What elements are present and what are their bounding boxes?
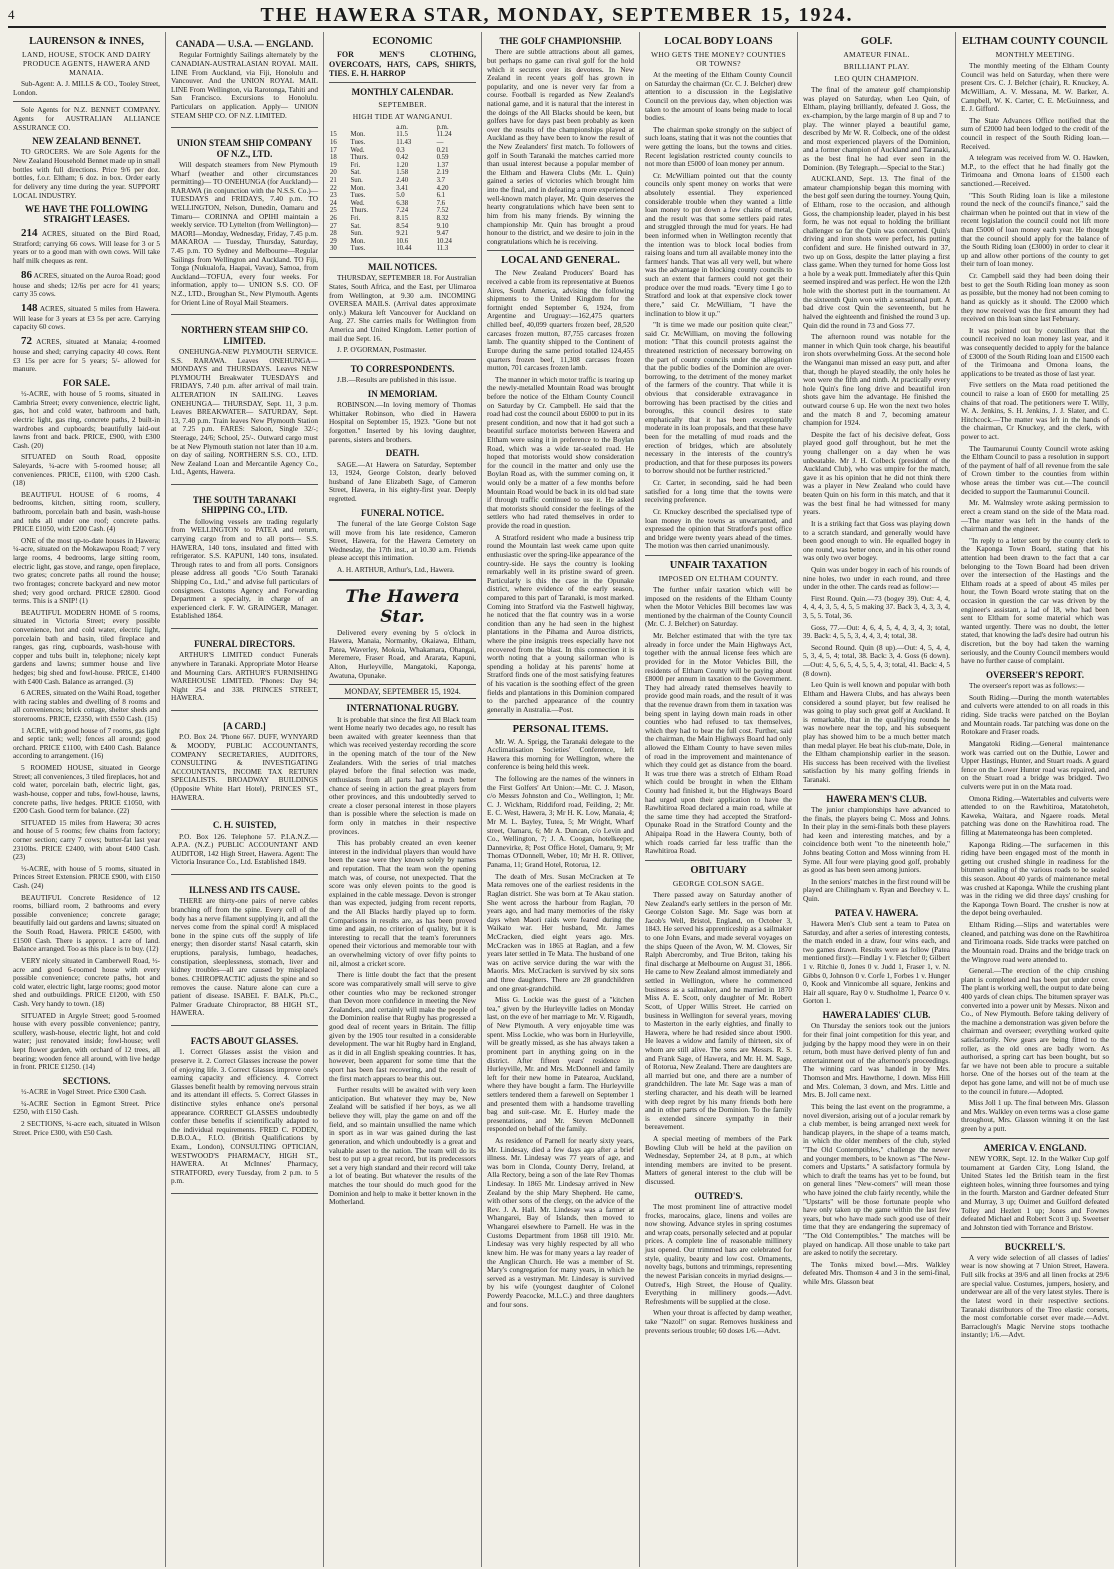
tide-cell: Wed. [350,146,365,154]
ad-heading: ILLNESS AND ITS CAUSE. [188,885,301,896]
tide-cell: 7.52 [436,207,449,215]
ad-body: ARTHUR'S LIMITED conduct Funerals anywhere in Taranaki. Appropriate Motor Hearse and Mourning Cars. ARTHUR'S FURNISHING WAREHOUSE LIMITED. 'Phones: Day 94; Night 254 and 338. PRINCES STREET, HAWERA. [171,650,318,703]
masthead [8,4,1106,28]
ladies-club-heading: HAWERA LADIES' CLUB. [822,1010,931,1021]
golf-sub-1: AMATEUR FINAL. [843,50,910,60]
sale-listing: SITUATED 15 miles from Hawera; 30 acres and house of 5 rooms; few chains from factory; corner section; carry 7 cows; butter-fat last year 2310lbs. PRICE £2400, with about £400 Cash. (23) [13,817,160,862]
golf-final-text [803,86,950,592]
ladies-club-paragraph: On Thursday the seniors took out the juniors for their final joint competition for this year, and judging by the happy mood they were in on their return, both must have derived plenty of fun and entertainment out of the afternoon's proceedings. The winning card was handed in by Mrs. Thomson and Mrs. Hawthorne, 1 down. Miss Hill and Mrs. Coleman, 3 down, and Mrs. Little and Mrs. B. Joll came next. [803,1021,950,1100]
council-paragraph: A telegram was received from W. O. Hawken, M.P., to the effect that he had finally got the Tirimoana and Omona loans of £1500 each sanctioned.—Received. [961,153,1109,188]
column-7 [956,32,1114,1567]
page-number: 4 [8,7,15,22]
tide-cell: 10.6 [396,237,409,245]
tide-table [329,124,476,253]
golf-sub-3: LEO QUIN CHAMPION. [834,74,919,84]
tide-cell: 11.24 [436,131,452,139]
taxation-text [645,586,792,856]
bennet-text: TO GROCERS. We are Sole Agents for the New Zealand Household Bennet made up in small bottles with full directions. Price 9/6 per doz. bottles, f.o.r. Eltham; 6 doz. in box. Order early for delivery any time during the year. SUPPORT LOCAL INDUSTRY. [13,147,160,200]
overseer-paragraph: Mangatoki Riding.—General maintenance work was carried out on the Duthie, Lower and Upper Hastings, Hunter, and Stuart roads. A guard fence on the Lower Hunter road was repaired, and on the Stuart road a bridge was bridged. Two culverts were put in on the Mata road. [961,738,1109,791]
tide-row [329,223,476,231]
tide-cell: 24 [330,199,337,207]
tide-row [329,177,476,185]
score-card: Second Round. Quin (8 up).—Out: 4, 5, 4, 4, 5, 3, 4, 5, 4; total, 38. Back: 3, 4. Goss (6 down).—Out: 4, 5, 6, 5, 4, 5, 5, 4, 3; total, 41. Back: 4, 5 (8 down). [803,642,950,678]
death-heading: DEATH. [385,448,420,459]
loans-subheading: WHO GETS THE MONEY? COUNTIES OR TOWNS? [651,50,786,69]
nazol-ad: When your throat is affected by damp weather, take "Nazol!" on sugar. Removes huskiness and prevents serious trouble; 60 doses 1/6.—Advt. [645,1308,792,1335]
overseer-paragraph: General.—The erection of the chip crushing plant is completed and has been put under cover. The plant is working well, the output to date being 400 yards of clean chips. The bitumen sprayer was converted into a power unit by Messrs. Nixon and Co., of New Plymouth. Before taking delivery of the machine a demonstration was given before the chairman and overseer; everything worked quite satisfactorily. New gears are being fitted to the roller, as the old ones are badly worn. As authorised, a spring cart has been bought, but so far we have not been able to procure a suitable horse. One of the horses out of the team at the depot has gone lame, and will not be of much use to the council in future.—Adopted. [961,966,1109,1096]
tide-cell: 9.21 [396,230,409,238]
loans-paragraph: "It is time we made our position quite clear," said Cr. McWilliam, on moving the following motion: "That this council protests against the threatened restriction of necessary borrowing on the part of county councils under the allegation that the public bodies of the Dominion are over-borrowing, to the detriment of the money market of the farmers of the country. That while it is obvious that considerable extravagance in borrowing has been practised by the cities and boroughs, this council desires to state emphatically that it has been exceptionally moderate in its loan proposals, and that these have been for the metalling of mud roads and the erection of bridges, which are absolutely necessary in the interests of the country's production, and that for these purposes its powers to borrow should not be further restricted." [645,320,792,476]
taxation-subheading: IMPOSED ON ELTHAM COUNTY. [658,574,779,584]
tide-cell: 11.3 [436,245,449,253]
tide-cell: 3.41 [396,184,409,192]
rugby-paragraph: Further results will be awaited with very keen anticipation. But whatever they may be, New Zealand will be satisfied if her boys, as we all believe they will, play the game on and off the field, and so maintain unsullied the name which in sport as in war was gained during the last generation, and which undoubtedly is a great and valuable asset to the nation. The team will do its best to put up a great record, but its predecessors set a very high standard and their record will take a lot of beating. But whatever the results of the matches the tour should do much good for the Dominion and help to make it better known in the Motherland. [329,1085,476,1207]
score-card: First Round. Quin.—73 (bogey 39). Out: 4, 4, 4, 4, 4, 3, 5, 4, 5, 5 making 37. Back 3, 4, 3, 3, 4, 3, 5, 5. Total, 36. [803,593,950,621]
sale-listing: ½-ACRE, with house of 5 rooms, situated in Princes Street Extension. PRICE £900, with £150 Cash. (24) [13,863,160,891]
rugby-paragraph: This has probably created an even keener interest in the individual players than would have been the case were they known solely by names and reputation. That the team won the opening match was, of course, not unexpected. That the score was only eleven points to the good is explained in the cable message. Devon is stronger than was expected, judging from recent reports, and the All Blacks hardly played up to form. Comparisons in results are, as has been proved time and again, no criterion of quality, but it is interesting to recall that the team's forerunners opened their victorious and memorable tour with an overwhelming victory of over fifty points to nil, almost a cricket score. [329,838,476,968]
tide-cell: Mon. [350,131,366,139]
columns [8,32,1109,1567]
buckrells-heading: BUCKRELL'S. [1004,1241,1066,1252]
paper-nameplate: The Hawera Star. [345,586,460,627]
sale-listing: SITUATED in Argyle Street; good 5-roomed house with every possible convenience; pantry, scullery, wash-house, electric light, hot and cold water; just renovated inside; fowl-house; well kept flower garden, with orchard of 12 trees, all bearing; wooden fence all around, with live hedge in front. PRICE £1250. (14) [13,1010,160,1072]
overseer-paragraph: South Riding.—During the month watertables and culverts were attended to on all roads in this riding. Side tracks were patched on the Boylan and Mountain roads. Tar patching was done on the Rotokare and Fraser roads. [961,692,1109,737]
ad-body: Will despatch steamers from New Plymouth Wharf (weather and other circumstances permitting)— TO ONEHUNGA (for Auckland)— RARAWA (in conjunction with the N.S.S. Co.)— TUESDAYS and FRIDAYS, 7.40 p.m. TO WELLINGTON, Nelson, Dunedin, Oamaru and Timaru— CORINNA and OPIHI maintain a weekly service. TO Lyttelton (from Wellington)— MAORI—Monday, Wednesday, Friday, 7.45 p.m. MAKAROA — Tuesday, Thursday, Saturday, 7.45 p.m. TO Sydney and Melbourne—Regular Sailings from Wellington and Auckland. TO Fiji, Tonga (Nukualofa, Haapai, Vavau), Samoa, from Auckland—TOFUA, every four weeks. For information, apply to— UNION S.S. CO. OF N.Z., LTD., Broughan St., New Plymouth. Agents for Orient Line of Royal Mail Steamers. [171,159,318,307]
personal-paragraph: Mr. W. A. Sprigg, the Taranaki delegate to the Acclimatisation Societies' Conference, left Hawera this morning for Wellington, where the conference is being held this week. [487,736,634,772]
funeral-heading: FUNERAL NOTICE. [360,507,444,518]
tide-cell: 30 [330,245,337,253]
tide-row [329,207,476,215]
tide-row [329,131,476,139]
mens-club-paragraph: The junior championships have advanced to the finals, the players being C. Moss and Johns. In their play in the semi-finals both these players had keen and interesting matches, and by a coincidence both went "to the nineteenth hole," Johns beating Cotton and Moss winning from H. Syme. All four were playing good golf, probably as good as has been seen among juniors. [803,804,950,875]
personal-paragraph: Miss G. Lockie was the guest of a "kitchen tea," given by the Hurleyville ladies on Monday last, on the eve of her marriage to Mr. V. Rigaudh, of New Plymouth. A very enjoyable time was spent. Miss Lockie, who was born in Hurleyville, will be greatly missed, as she has always taken a prominent part in anything going on in the district. After fifteen years' residence in Hurleyville, Mr. and Mrs. McDonnell and family left for their new home in Patearoa, Auckland, where they have bought a farm. The Hurleyville settlers tendered them a farewell on September 1 and presented them with a handsome travelling bag and suit-case. Mr. E. Hurley made the presentations, and Mr. Steven McDonnell responded on behalf of the family. [487,995,634,1134]
tide-row [329,169,476,177]
ad-heading: [A CARD.] [223,721,266,732]
ad-body: ONEHUNGA-NEW PLYMOUTH SERVICE. S.S. RARAWA. Leaves ONEHUNGA— MONDAYS and THURSDAYS. Leaves NEW PLYMOUTH Breakwater TUESDAYS and FRIDAYS, 7.40 p.m. after arrival of mail train. ALTERATION IN SAILING. Leaves ONEHUNGA— THURSDAY, Sept. 11, 3 p.m. Leaves BREAKWATER— SATURDAY, Sept. 13, 7.40 p.m. Train leaves New Plymouth Station at 7.25 p.m. FARES: Saloon, Single 32/-; Steerage, 24/6; School, 25/-. Outward cargo must be at New Plymouth station not later than 10 a.m. on day of sailing. NORTHERN S.S. CO., LTD. New Zealand Loan and Mercantile Agency Co., Ltd., Agents, Hawera. [171,346,318,477]
golf-heading: GOLF. [860,36,893,47]
sections-heading: SECTIONS. [62,1075,111,1086]
tide-cell: 0.42 [396,154,409,162]
advertisement [171,878,318,1026]
column-1 [8,32,166,1567]
lease-listing [13,227,160,266]
tide-cell: Fri. [350,161,361,169]
sale-listing: BEAUTIFUL Concrete Residence of 12 rooms, billiard room, 2 bathrooms and every possible convenience; concrete garage; beautifully laid out gardens and lawns; situated on the South Road, Hawera. PRICE £4500, with £1500 Cash. There is approx. 1 acre of land. Balance arranged. Too as this place is to buy. (12) [13,892,160,954]
memoriam-heading: IN MEMORIAM. [367,388,438,399]
economic-heading: ECONOMIC [372,36,433,47]
advertisement [171,632,318,711]
funeral-signature: A. H. ARTHUR, Arthur's, Ltd., Hawera. [337,565,455,575]
calendar-month: SEPTEMBER. [378,99,427,109]
ad-heading: NORTHERN STEAM SHIP CO. LIMITED. [181,325,308,346]
overseer-paragraph: The overseer's report was as follows:— [969,681,1085,691]
tide-cell: Sun. [350,230,363,238]
tide-cell: — [436,138,444,146]
death-text: SAGE.—At Hawera on Saturday, September 13, 1924, George Colston, dearly beloved husband of Jane Elizabeth Sage, of Cameron Street, Hawera, in his eighty-first year. Deeply regretted. [329,459,476,504]
ad-body: 1. Correct Glasses assist the vision and preserve it. 2. Correct Glasses increase the power of enjoying life. 3. Correct Glasses improve one's earning capacity and efficiency. 4. Correct Glasses benefit health by removing nervous strain and its attendant ill effects. 5. Correct Glasses in distinctive styles enhance one's personal appearance. CORRECT GLASSES undoubtedly confer these benefits if scientifically adapted to the individual requirements. FRED C. FODEN, D.B.O.A., F.I.O. (British Qualifications by Exam., London), CONSULTING OPTICIAN, WESTWOOD'S PHARMACY, HIGH ST., HAWERA. At McInnes' Pharmacy, STRATFORD, every Tuesday, from 2 p.m. to 5 p.m. [171,1047,318,1186]
golf-championship-heading: THE GOLF CHAMPIONSHIP. [499,36,622,46]
golf-final-paragraph: The final of the amateur golf championship was played on Saturday, when Leo Quin, of Eltham, playing brilliantly, defeated J. Goss, the ex-champion, by the large margin of 8 up and 7 to play. The winner played a beautiful game, described by Mr W. R. Colbeck, one of the oldest and most experienced players of the Dominion, and a former champion of Auckland and Taranaki, as the best final he had ever seen in the Dominion. (By Telegraph.—Special to the Star.) [803,85,950,172]
lease-description: ACRES, situated on the Bird Road, Stratford; carrying 66 cows. Will lease for 3 or 5 years or to a good man with own cows. Will take half milk cheques as rent. [13,228,160,265]
sale-heading: FOR SALE. [62,377,110,388]
lease-listing [13,335,160,374]
sale-listing: ONE of the most up-to-date houses in Hawera; ¼-acre, situated on the Mokawapou Road; 7 very large rooms, 4 bedrooms, large sitting room, electric light, gas stove, and range, open fireplace, two grates; concrete paths all round the house; two frontages; concrete backyard and new motor shed; very good orchard. PRICE £2800. Good terms. This is a SNIP! (1) [13,535,160,606]
leases-heading: WE HAVE THE FOLLOWING STRAIGHT LEASES. [25,204,148,225]
ad-heading: THE SOUTH TARANAKI SHIPPING CO., LTD. [192,495,297,516]
tide-cell: 8.32 [436,215,449,223]
tide-row [329,238,476,246]
tide-cell: 1.20 [396,161,409,169]
ad-body: P.O. Box 126. Telephone 57. P.I.A.N.Z.—A.P.A. (N.Z.) PUBLIC ACCOUNTANT AND AUDITOR, 142 High Street, Hawera. Agent: The Victoria Insurance Co., Ltd. Established 1849. [171,831,318,867]
tide-cell: 6.38 [396,199,409,207]
tide-cell: 4.20 [436,184,449,192]
tide-cell: Mon. [350,237,366,245]
local-general-heading: LOCAL AND GENERAL. [501,255,620,267]
obituary-text [645,891,792,1187]
obituary-paragraph: There passed away on Saturday another of New Zealand's early settlers in the person of Mr. George Colston Sage. Mr. Sage was born at Jacob's Well, Bristol, England, on October 3, 1843. He served his apprenticeship as a sailmaker to one John Evans, and made several voyages on the ships Queen of the Avon, W. M. Clowes, Sir Ralph Abercromby, and True Briton, taking his final discharge at Melbourne on August 31, 1866. He came to New Zealand almost immediately and settled in Wellington, where he commenced business as a sailmaker, and he married in 1870 Miss A. E. Scott, only daughter of Mr. Robert Scott, of Upper Willis Street. He carried on business in Wellington for several years, moving to Masterton in the early eighties, and finally to Hawera, where he had resided since about 1900. He leaves a widow and family of thirteen, six of whom are still alive. The sons are Messrs. R. S. and Frank Sage, of Hawera, and Mr. H. M. Sage, of Rotorua, New Zealand. There are daughters are all married but one, and there are a number of grandchildren. The late Mr. Sage was a man of sterling character, and his death will be learned with deep regret by his many friends both here and in other parts of the Dominion. To the family is extended sincere sympathy in their bereavement. [645,889,792,1132]
column-2 [166,32,324,1567]
tide-cell: 2.40 [396,176,409,184]
personal-paragraph: As residence of Parnell for nearly sixty years, Mr. Lindesay, died a few days ago after a brief illness. Mr. Lindesay was 77 years of age, and was born in Clonda, County Derry, Ireland, at Alla Rectory, being a son of the late Rev Thomas Lindesay. In 1865 Mr. Lindesay arrived in New Zealand by the ship Mary Shepherd. He came, with other sons of the clergy, on the advice of the Rev. J. A. Hall. Mr. Lindesay was a farmer at Whangarei, Bay of Islands, then moved to Whangarei elsewhere to Parnell. He was in the Customs Department from 1868 till 1910. Mr. Lindesay was very highly respected by all who knew him. He was for many years a lay reader of the Anglican Church. He was a member of St. Mary's congregation for many years, in which he served as a vestryman. Mr. Lindesay is survived by his wife (youngest daughter of Colonel Powerdy Peacocke, M.L.C.) and three daughters and four sons. [487,1135,634,1309]
editorial-date: MONDAY, SEPTEMBER 15, 1924. [329,684,476,699]
tide-cell: 29 [330,237,337,245]
tide-row [329,154,476,162]
tide-cell: 1.58 [396,169,409,177]
obituary-subheading: GEORGE COLSON SAGE. [672,878,765,888]
tide-column-header: a.m. [396,123,408,131]
tide-cell: 5.0 [396,192,405,200]
golf-final-paragraph: AUCKLAND, Sept. 13. The final of the amateur championship began this morning with the best golf seen during the tourney. Young Quin, of Eltham, rose to the occasion, and although Goss, the championship leader, played in his best form, he was not equal to holding the brilliant challenger so far the Quin was concerned. Quin's driving and iron shots were perfect, his putting confident and sure. He finished outward in 37, two up on Goss, despite the latter playing a first class game. When they turned for home Goss lost a hole by a weak putt. Immediately after this Quin seemed inspired and was perfect. He won the 12th hole with the shortest putt in the tournament. At the sixteenth Quin won with a sensational putt. A bad drive cost Quin the seventeenth, but he halved the eighteenth and finished the round 3 up. Quin did the round in 73 and Goss 77. [803,174,950,330]
outreds-text: The most prominent line of attractive model frocks, marocains, glace, linens and voiles are now showing. Advance styles in spring costumes and wrap coats, personally selected and at popular prices. A complete line of reasonable millinery just opened. Our trimmed hats are celebrated for style, quality, beauty and low cost. Ornaments, novelty bags, buttons and trimmings, representing the newest Parisian conceits in myriad designs.—Outred's, High Street, the House of Quality. Everything in millinery goods.—Advt. Refreshments will be supplied at the close. [645,1202,792,1306]
firm-name: LAURENSON & INNES, [29,36,144,47]
tide-cell: Tues. [350,245,366,253]
council-paragraph: The Taumarunui County Council wrote asking the Eltham Council to pass a resolution in support of the payment of half of all revenue from the sale of Crown timber to the counties from within whose areas the timber was cut.—The council decided to support the Taumarunui Council. [961,443,1109,496]
council-subheading: MONTHLY MEETING. [995,50,1075,60]
tide-row [329,245,476,253]
loans-paragraph: Cr. Knuckey described the specialised type of loan money in the towns as unwarranted, and expressed the opinion that Stratford's post office and bridge were twenty years ahead of the times. The motion was then carried unanimously. [645,506,792,551]
column-4 [482,32,640,1567]
patea-text: Hawera Men's Club sent a team to Patea on Saturday, and after a series of interesting contests, the match ended in a draw, four wins each, and two games drawn. Results were as follow (Patea mentioned first):—Findlay 1 v. Fletcher 0; Gilbert 1 v. Ritchie 0, Jones 0 v. Judd 1, Fraser 1, v. N. Gibbs 0, Johnson 0 v. Corfe 1, Forbes 1 v. Hunger 0, Kook and Vinnicombe all square, Jenkins and Hair all square, Ray 0 v. Studholme 1, Pearce 0 v. Gorton 1. [803,918,950,1006]
tide-cell: Sat. [350,169,361,177]
mens-club-paragraph: In the seniors' matches in the first round will be played are Chilingham v. Ryan and Beechey v. L. Quin. [803,876,950,904]
loans-paragraph: Cr. Carter, in seconding, said he had been satisfied for a long time that the towns were receiving preference. [645,478,792,505]
tide-cell: Thurs. [350,154,369,162]
lease-acreage: 72 [21,334,32,347]
tide-cell: 9.47 [436,230,449,238]
lease-listing [13,269,160,299]
shipping-and-business-ads [171,32,318,1194]
council-paragraph: Five settlers on the Mata road petitioned the council to raise a loan of £600 for metalling 25 chains of that road. The petitioners were T. Willy, W. A. Jenkins, S. H. Jenkins, J. J. Slater, and C. Hitchcock.—The matter was left in the hands of the chairman, Cr Knuckey, and the clerk, with power to act. [961,380,1109,442]
advertisement [171,1029,318,1194]
tide-cell: 15 [330,131,337,139]
tide-row [329,200,476,208]
ladies-club-paragraph: The Tonks mixed bowl.—Mrs. Walkley defeated Mrs. Thomson 4 and 3 in the semi-final, while Mrs. Glasson beat [803,1259,950,1287]
america-england-text: NEW YORK, Sept. 12. In the Walker Cup golf tournament at Garden City, Long Island, the United States led the British team in the first eighteen holes, winning three foursomes and tying in the fourth. Marston and Gardner defeated Sturr and Murray, 3 up; Ouimet and Guilford defeated Tolley and Hezlett 1 up; Jones and Fownes defeated Michael and Robert Scott 3 up. Sweetser and Johnston tied with Torrance and Bristow. [961,1154,1109,1232]
memoriam-text: ROBINSON.—In loving memory of Thomas Whittaker Robinson, who died in Hawera Hospital on September 15, 1923. "Gone but not forgotten." Inserted by his loving daughter, parents, sisters and brothers. [329,400,476,444]
golf-tail: Leo Quin is well known and popular with both Eltham and Hawera Clubs, and has always been considered a sound player, but few realised he was going to play such great golf at Auckland. It is remarkable, that in the qualifying rounds he was nowhere near the top, and his subsequent play has showed him to be a much better match than medal player. He beat his club-mate, Dole, in the Eltham championship earlier in the season. His success has been received with the liveliest satisfaction by his many golfing friends in Taranaki. [803,680,950,784]
advertisement [171,714,318,810]
rugby-heading: INTERNATIONAL RUGBY. [346,703,459,714]
tide-cell: 10.24 [436,237,452,245]
sale-listing: BEAUTIFUL HOUSE of 6 rooms, 4 bedrooms, kitchen, sitting room, scullery, bathroom, porcelain bath and basin, wash-house and tubs all under one roof; concrete paths. PRICE £1050, with £200 Cash. (4) [13,489,160,534]
sale-listing: SITUATED on South Road, opposite Saleyards, ¼-acre with 5-roomed house; all conveniences. PRICE, £1100, with £200 Cash. (18) [13,452,160,488]
tide-cell: Thurs. [350,207,369,215]
tide-header-row [329,124,476,132]
ad-heading: CANADA — U.S.A. — ENGLAND. [175,39,314,49]
delivery-notice: Delivered every evening by 5 o'clock in Hawera, Manaia, Normanby, Okaiawa, Eltham, Patea, Waverley, Mokoia, Whakamara, Ohangai, Meremere, Fraser Road, and Ararata, Kapuni, Alton, Hurleyville, Mangatoki, Kaponga, Awatuna, Opunake. [329,627,476,680]
ad-body: P.O. Box 24. 'Phone 667. DUFF, WYNYARD & MOODY, PUBLIC ACCOUNTANTS, COMPANY SECRETARIES, AUDITORS, CONSULTING & INVESTIGATING ACCOUNTANTS, INCOME TAX RETURN SPECIALISTS. BROADWAY BUILDINGS (Opposite White Hart Hotel), PRINCES ST., HAWERA. [171,732,318,802]
tide-cell: 26 [330,215,337,223]
lease-description: ACRES, situated 5 miles from Hawera. Will lease for 3 years at £3 5s per acre. Carrying capacity 60 cows. [13,303,161,332]
tide-cell: 21 [330,176,337,184]
economic-ad: FOR MEN'S CLOTHING, OVERCOATS, HATS, CAPS, SHIRTS, TIES. E. H. HARROP [329,50,476,78]
tide-cell: 1.37 [436,161,449,169]
advertisement [171,488,318,629]
mail-text: THURSDAY, SEPTEMBER 18. For Australian States, South Africa, and the East, per Ulimaroa from Wellington, at 9.30 a.m. INCOMING OVERSEA MAILS. (Arrival dates approximate only.) Makura left Vancouver for Auckland on Aug. 27. She carries mails for Wellington from America and United Kingdom. Letter portion of mail due Sept. 16. [329,273,476,343]
tide-cell: 20 [330,169,337,177]
golf-paragraph: There are subtle attractions about all games, but perhaps no game can rival golf for the hold which it secures over its devotees. In New Zealand in recent years golf has grown in popularity, and one is never very far from a course. Football is regarded as New Zealand's national game, and it is natural that the interest in the doings of the All Blacks should be keen, but golfers have for days past been probably as keen over the results of the championships played at Auckland as they have been to know the result of the New Zealanders' first match. To followers of golf in South Taranaki the matches carried more than usual interest because a popular member of the Eltham and Hawera Clubs (Mr. L. Quin) gained a series of victories which brought him into the final, and in defeating a more experienced well-known match player, Mr. Quin deserves the hearty congratulations which have been sent to him from his many friends. By winning the championship Mr. Quin has brought a proud honour to the district, and we desire to join in the congratulations which he is receiving. [487,47,634,246]
ad-heading: FUNERAL DIRECTORS. [194,639,295,650]
column-6 [798,32,956,1567]
sale-listing: ½-ACRE, with house of 5 rooms, situated in Cambria Street; every convenience, electric light, gas, hot and cold water, bathroom and bath, electric light, gas ring, concrete paths, 2 built-in wardrobes and cupboards; beautifully laid-out lawns front and back. PRICE, £900, with £300 Cash. (20) [13,389,160,450]
golf-sub-2: BRILLIANT PLAY. [843,62,910,72]
taxation-paragraph: The further unfair taxation which will be imposed on the residents of the Eltham County when the Motor Vehicles Bill becomes law was mentioned by the chairman of the County Council (Mr. C. J. Belcher) on Saturday. [645,585,792,629]
score-card: Goss, 77.—Out: 4, 6, 4, 5, 4, 4, 3, 4, 3; total, 39. Back: 4, 5, 5, 3, 4, 4, 3, 4; total, 38. [803,622,950,641]
tide-cell: 3.7 [436,176,446,184]
tide-row [329,230,476,238]
tide-cell: Wed. [350,199,365,207]
loans-heading: LOCAL BODY LOANS [664,36,773,47]
tide-cell: 10.44 [396,245,412,253]
personal-items-heading: PERSONAL ITEMS. [512,723,609,735]
patea-heading: PATEA V. HAWERA. [834,907,919,918]
tide-cell: Mon. [350,184,366,192]
advertisement [171,318,318,485]
tide-heading: HIGH TIDE AT WANGANUI. [352,111,453,121]
mail-signature: J. P. O'GORMAN, Postmaster. [337,345,427,355]
council-paragraph: "In reply to a letter sent by the county clerk to the Kaponga Town Board, stating that his attention had been drawn to the fact that a car belonging to the Town Board had been driven over the intersection of the Hastings and the Eltham roads at a speed of about 45 miles per hour, the Town Board wrote stating that on the occasion in question the car was driven by the engineer's assistant, a lad of 18, who had been sent to Eltham for some material which was wanted urgently. There was no doubt, the letter stated, that knowing the lad's desire had outrun his discretion, but the boy had taken the warning seriously, and the County Council members would have no further cause of complaint. [961,535,1109,666]
tide-column-header [329,124,350,132]
firm-subtitle: LAND, HOUSE, STOCK AND DAIRY PRODUCE AGENTS, HAWERA AND MANAIA. [21,50,152,78]
bennet-heading: NEW ZEALAND BENNET. [32,136,141,147]
council-paragraph: "This South Riding loan is like a milestone round the neck of the council's finance," said the chairman when he pointed out that in view of the recent legislation the council could not lift more than £5000 of loan money each year. He thought that the council should apply for the balance of the South Riding loan (£3000) in order to clear it up and allow other portions of the county to get their turn of loan money. [961,190,1109,269]
sale-listing: 6 ACRES, situated on the Waihi Road, together with racing stables and dwelling of 8 rooms and all conveniences; brick cottage, shelter sheds and storerooms. PRICE, £2350, with £550 Cash. (15) [13,688,160,724]
tide-cell: 23 [330,192,337,200]
tide-cell: 8.15 [396,215,409,223]
rugby-editorial [329,716,476,1207]
council-paragraph: The State Advances Office notified that the sum of £2000 had been lodged to the credit of the council in respect of the South Riding loan.—Received. [961,115,1109,151]
golf-score-cards [803,595,950,678]
rugby-paragraph: There is little doubt the fact that the present score was comparatively small will serve to give other counties who may be reckoned stronger than Devon more confidence in meeting the New Zealanders, and certainly will make the people of the Dominion realise that Rugby has progressed a good deal of recent years in Britain. The fillip given by the 1905 tour resulted in a considerable development. The war hit Rugby hard in England, as it did in all English speaking countries. It has, however, been apparent for some time that the sport has been fast recovering, and the result of the first match appears to bear this out. [329,970,476,1083]
sub-agent: Sub-Agent: A. J. MILLS & CO., Tooley Street, London. [13,79,160,97]
sales-list [13,390,160,1072]
tide-cell: Tues. [350,138,366,146]
tide-cell: 17 [330,146,337,154]
council-paragraph: It was pointed out by councillors that the council received no loan money last year, and it was consequently decided to apply for the balance of £3000 of the South Riding loan and £1500 each of the Tirimoana and Omona loans, the applications to be treated as those of last year. [961,325,1109,378]
ad-heading: UNION STEAM SHIP COMPANY OF N.Z., LTD. [176,138,313,159]
outreds-heading: OUTRED'S. [694,1190,743,1201]
personal-paragraph: The following are the names of the winners in the First Golfers' Art Union:—Mr. C. J. Mason, c/o Messrs Johnston and Co., Wellington, 1; Mr. C. J. Wickham, Riddiford road, Feilding, 2; Mr. E. C. West, Hawera, 3; Mr H. K. Low, Manaia, 4; Mr M. L. Bayley, Tutea, 5; Mr Wright, Wharf street, Oamaru, 6; Mr A. Duncan, c/o Levin and Co., Wellington, 7; J. A. Coogan, hotelkeeper, Dannevirke, 8; Post Office Hotel, Oamaru, 9; Mr Thomas O'Donnell, Weber, 10; Mr H. R. Olliver, Panama, 11; Grand Hotel, Rotorua, 12. [487,774,634,870]
sale-listing: 5 ROOMED HOUSE, situated in George Street; all conveniences, 3 tiled fireplaces, hot and cold water, porcelain bath, electric light, gas, wash-house, copper and tubs, fowl-house, lawns, concrete paths, live hedges. PRICE £1050, with £200 Cash. Good term for balance. (22) [13,763,160,816]
tide-column-header [350,124,396,132]
advertisement [171,131,318,315]
tide-cell: 2.19 [436,169,449,177]
loans-paragraph: Cr. McWilliam pointed out that the county councils only spent money on works that were absolutely essential. They experienced considerable trouble when they wanted a little loan money to put down a few chains of metal, and the result was that some settlers paid rates and struggled through the mud for years. He had been informed when in Wellington recently that the intention was to block local bodies from raising loans and turn all available money into the farmers' hands. That was all very well, but where was the advantage in blocking county councils to such an extent that farmers could not get their produce over the mud roads. "Every time I go to Stratford and look at that expensive clock tower there," said Cr. McWilliam, "I have the inclination to blow it up." [645,170,792,318]
local-general-text [487,269,634,714]
overseer-paragraph: Eltham Riding.—Slips and watertables were cleaned, and patching was done on the Rawhitiroa and Tirimoana roads. Side tracks were patched on the Mountain road. Drains and the bridge track on the Wingrove road were attended to. [961,920,1109,964]
personal-paragraph: The death of Mrs. Susan McCracken at Te Mata removes one of the earliest residents in the Raglan district. She was born at Te Akau station. She went across the harbour from Raglan, 70 years ago, and had many memories of the risky days when Maori raids were feared during the Waikato war. Her husband, Mr. James McCracken, died eight years ago. Mrs. McCracken was in 1865 at Raglan, and a few years later settled in Te Mata. The husband of one was on active service during the war with the Maoris. Mrs. McCracken is survived by six sons and three daughters. There are 28 grandchildren and one great-grandchild. [487,871,634,993]
tide-row [329,215,476,223]
lease-acreage: 148 [21,301,38,314]
column-3 [324,32,482,1567]
tide-cell: 27 [330,222,337,230]
tide-cell: 18 [330,154,337,162]
golf-final-paragraph: It is a striking fact that Goss was playing down to a scratch standard, and generally would have been good enough to win. He equalled bogey in one round, was better once, and in his other round was only two over bogey. [803,518,950,563]
ad-body: The following vessels are trading regularly from WELLINGTON to PATEA and return, carrying cargo from and to all ports— S.S. HAWERA, 140 tons, insulated and fitted with refrigerator. S.S. KAPUNI, 140 tons, insulated. Through rates to and from all ports. Consignors please address all goods "C/o South Taranaki Shipping Co., Ltd.," and advise full particulars of consignees. Customs Agency and Forwarding Department a specialty, in charge of an experienced clerk. F. W. GRAINGER, Manager. Established 1864. [171,516,318,621]
ladies-club-paragraph: This being the last event on the programme, a novel diversion, arising out of a jocular remark by a club member, is being arranged next week for handicap players, in the shape of a teams match, in which the older members of the club, styled "The Old Contemptibles," challenge the newer and younger members, to be known as "The New-comers and Upstarts." A satisfactory formula by which to draft the teams has yet to be found, but on general lines "New-comers" will mean those who have joined the club fairly recently, while the "Upstarts" will be those fortunate people who have only taken up the game within the last few years, but who have made such good use of their time that they are endangering the supremacy of "The Old Contemptibles." The matches will be played on handicap. All those unable to take part are asked to notify the secretary. [803,1101,950,1258]
correspondents-heading: TO CORRESPONDENTS. [350,363,455,374]
tide-cell: 0.3 [396,146,405,154]
tide-cell: Tues. [350,192,366,200]
tide-cell: Sun. [350,176,363,184]
local-paragraph: The manner in which motor traffic is tearing up the newly-metalled Mountain Road was brought before the notice of the Eltham County Council on Saturday by Cr. Campbell. He said that the road had cost the council about £6000 to put in its present condition, and now that it had got such a beautiful surface motorists between Hawera and Eltham were using it in preference to the Boylan Road, which was a wide tar-sealed road. He hoped that motorists would show consideration for the council in the matter and only use the Boylan Road as, with the summer coming on, it would only be a matter of a few months before Mountain Road would be back in its old bad state if through traffic continued to use it. He asked that motorists should consider the feelings of the settlers who had rated themselves in order to provide the road in question. [487,374,634,531]
tide-cell: 11.5 [396,131,408,139]
sale-listing: BEAUTIFUL MODERN HOME of 5 rooms, situated in Victoria Street; every possible convenience, hot and cold water, electric light, porcelain bath and basin, tiled fireplace and ranges, gas ring, cupboards, wash-house with copper and tubs built in, telephone; nicely kept gardens and lawns; summer house and live hedges; big shed and fowl-house. PRICE, £1400 with £400 Cash. Balance as arranged. (3) [13,607,160,686]
tide-row [329,139,476,147]
tide-row [329,192,476,200]
advertisement [171,32,318,128]
ladies-club-text [803,1022,950,1286]
council-heading: ELTHAM COUNTY COUNCIL [962,36,1108,47]
tide-cell: 6.1 [436,192,446,200]
tide-row [329,162,476,170]
lease-description: ACRES, situated on the Auroa Road; good house and sheds; 12/6s per acre for 41 years; carry 35 cows. [13,270,160,299]
overseer-paragraph: Kaponga Riding.—The surfacemen in this riding have been engaged most of the month in getting out crushed shingle in readiness for the bitumen sealing of the various roads to be sealed this season. About 40 yards of maintenance metal was crushed at Kaponga. While the crushing plant was in the riding we did three days' crushing for the Kaponga Town Board. The crusher is now at the depot being overhauled. [961,839,1109,918]
golf-final-paragraph: Quin was under bogey in each of his rounds of nine holes, two under in each round, and three under in the other. The cards read as follow:— [803,564,950,592]
council-paragraph: Cr. Campbell said they had been doing their best to get the South Riding loan money as soon as possible, but the money had not been coming to hand as quickly as it should. The £2000 which they now received was the first amount they had received on this loan since last February. [961,271,1109,324]
buckrells-text: A very wide selection of all classes of ladies' wear is now showing at 7 Union Street, Hawera. Full silk frocks at 39/6 and all linen frocks at 29/6 are special value. Costumes, jumpers, hosiery, and underwear are all of the very latest styles. There is the latest word in their respective sections. Taranaki distributors of the Treo elastic corsets, the most comfortable corset ever made.—Advt. Barraclough's Magic Nervine stops toothache instantly; 1/6.—Advt. [961,1252,1109,1340]
council-paragraph: Mr. M. Walmsley wrote asking permission to erect a cream stand on the side of the Mata road.—The matter was left in the hands of the chairman and the engineer. [961,498,1109,534]
lease-listing [13,302,160,332]
ad-heading: FACTS ABOUT GLASSES. [190,1035,299,1046]
tide-cell: Fri. [350,215,361,223]
council-paragraph: The monthly meeting of the Eltham County Council was held on Saturday, when there were present Crs. C. J. Belcher (chair), R. Knuckey, A. McWilliam, A. V. Messana, M. W. Barker, A. Campbell, W. K. Carter, C. E. McGuinness, and E. J. Gifford. [961,61,1109,114]
tide-cell: 19 [330,161,337,169]
mail-heading: MAIL NOTICES. [367,262,438,273]
ad-heading: C. H. SUISTED, [212,820,277,831]
advertisement [171,813,318,875]
tide-cell: 0.59 [436,154,449,162]
calendar-heading: MONTHLY CALENDAR. [351,87,454,98]
taxation-heading: UNFAIR TAXATION [669,559,768,571]
local-paragraph: The New Zealand Producers' Board has received a cable from its representative at Buenos Aires, South America, advising the following shipments to the United Kingdom for the fortnight ended September 6, 1924, from Argentine and Uruguay:—162,475 quarters chilled beef, 40,099 quarters frozen beef, 28,520 carcases frozen mutton, 87,755 carcases frozen lamb. The quantity shipped to the Continent of Europe during the same period totalled 124,455 quarters frozen beef, 11,308 carcases frozen mutton, 701 carcases frozen lamb. [487,268,634,373]
tide-cell: Sat. [350,222,361,230]
agents-text: Sole Agents for N.Z. BENNET COMPANY. Agents for AUSTRALIAN ALLIANCE ASSURANCE CO. [13,105,160,132]
ad-body: THERE are thirty-one pairs of nerve cables branching off from the spine. Every cell of the body has a nerve filament supplying it, and all the nerves come from the spinal cord! A misplaced bone in the spine cuts off the supply of life energy; then disorder starts! Nasal catarrh, skin eruptions, paralysis, lumbago, headaches, constipation, sleeplessness, stomach, liver and kidney troubles—all are caused by misplaced bones. CHIROPRACTIC adjusts the spine and so removes the cause. Nature alone can cure a patient of disease. ISABEL F. BALK, Ph.C., Palmer Graduate Chiropractor, 88 HIGH ST., HAWERA. [171,896,318,1018]
loans-paragraph: At the meeting of the Eltham County Council on Saturday the chairman (Cr. C. J. Belcher) drew attention to a discussion in the Legislative Council on the previous day, when objection was taken to the amount of loans being made to local bodies. [645,70,792,123]
tide-column-header: p.m. [436,123,449,131]
loans-paragraph: The chairman spoke strongly on the subject of such loans, stating that it was not the counties that were getting the loans, but the towns and cities. Recent legislation restricted county councils to not more than £5000 of loan money per annum. [645,124,792,169]
sections-list [13,1088,160,1137]
masthead-title: THE HAWERA STAR, MONDAY, SEPTEMBER 15, 1924. [260,3,854,26]
tide-cell: 11.43 [396,138,412,146]
sale-listing: 1 ACRE, with good house of 7 rooms, gas light and septic tank; well; fences all around; good orchard. PRICE £1100, with £400 Cash. Balance according to arrangement. (16) [13,725,160,761]
tide-cell: 7.24 [396,207,409,215]
sale-listing: VERY nicely situated in Camberwell Road, ½-acre and good 6-roomed house with every possible convenience; concrete paths, hot and cold water, electric light, large rooms; good motor shed and outbuildings. PRICE £1200, with £50 Cash. Very handy to town. (18) [13,955,160,1008]
rugby-paragraph: It is probable that since the first All Black team went Home nearly two decades ago, no result has been awaited with greater keenness than that which was received yesterday recording the score in the opening match of the tour of the New Zealanders. With the series of trial matches played before the final selection was made, enthusiasts from all parts had a much better chance of seeing in action the great players from other provinces, and this undoubtedly served to create a closer personal interest in those players than is possible where the selection is made on form only in matches in their respective provinces. [329,714,476,836]
leases-list [13,227,160,374]
golf-final-paragraph: Despite the fact of his decisive defeat, Goss played good golf throughout, but he met the young challenger on a day when he was unbeatable. Mr J. H. Colbeck (president of the Auckland Club), who was umpire for the match, gave it as his opinion that he did not think there was a player in New Zealand who could have beaten Quin on his form in this match, and that it was the best final he had witnessed for many years. [803,429,950,517]
column-5 [640,32,798,1567]
tide-cell: 9.10 [436,222,449,230]
section-listing: ¼-ACRE Section in Egmont Street. Price £250, with £150 Cash. [13,1098,160,1117]
tide-cell: 16 [330,138,337,146]
tide-cell: 0.21 [436,146,449,154]
overseer-heading: OVERSEER'S REPORT. [985,669,1085,680]
section-listing: 2 SECTIONS, ¼-acre each, situated in Wilson Street. Price £300, with £50 Cash. [13,1118,160,1137]
obituary-heading: OBITUARY [690,864,747,876]
golf-final-paragraph: The afternoon round was notable for the manner in which Quin took charge, his beautiful iron shots overwhelming Goss. At the second hole the Wanganui man missed an easy putt, and after that, though he played steadily, the only holes he won were the fifth and ninth. At practically every hole Quin's fine long drive and beautiful iron shots gave him the advantage. He finished the outward course 6 up. He won the next two holes and the match 8 and 7, becoming amateur champion for 1924. [803,332,950,428]
overseer-text [961,682,1109,1096]
overseer-paragraph: Omona Riding.—Watertables and culverts were attended to on the Rawhitiroa, Matatohetoh, Kaweka, Waitara, and Ngaere roads. Metal patching was done on the Rawhitiroa road. The filling at Matemateonga has been completed. [961,793,1109,837]
tide-cell: 7.6 [436,199,446,207]
ladies-club-tail: Miss Joll 1 up. The final between Mrs. Glasson and Mrs. Walkley on even terms was a close game throughout, Mrs. Glasson winning it on the last green by a putt. [961,1098,1109,1134]
loans-text [645,71,792,551]
local-paragraph: A Stratford resident who made a business trip round the Mountain last week came upon quite enthusiastic over the spring-like appearance of the country-side. He says the country is looking remarkably well in its pristine sward of green. Particularly is this the case in the Opunake district, where evidence of the early season, compared to this part of Taranaki, is most marked. Coming into Stratford via the Fastwell highway, he noticed that the flat country was in a worse condition than any he had seen in the highest plantations in the Pihama and Auroa districts, where the pine insignis trees especially have not recovered from the blast. In this connection it is worth noting that a young sailorman who is spending a holiday at his parents' home at Stratford finds one of the most satisfying features of his vacation is the soothing effect of the green fields and plantations in this Dominion compared to the parched appearance of the country generally in Australia.—Post. [487,532,634,714]
mens-club-heading: HAWERA MEN'S CLUB. [826,793,927,804]
tide-cell: 25 [330,207,337,215]
tide-row [329,147,476,155]
golf-championship-text [487,48,634,246]
tide-cell: 8.54 [396,222,409,230]
america-england-heading: AMERICA V. ENGLAND. [983,1142,1087,1153]
lease-acreage: 214 [21,226,38,239]
personal-items-text [487,738,634,1310]
section-listing: ½-ACRE in Vogel Street. Price £300 Cash. [21,1087,147,1097]
ad-body: Regular Fortnightly Sailings alternately by the CANADIAN-AUSTRALASIAN ROYAL MAIL LINE From Auckland, via Fiji, Honolulu and Vancouver. And the UNION ROYAL MAIL LINE From Wellington, via Rarotonga, Tahiti and San Francisco. Excursions to Honolulu. Particulars on application. Apply— UNION STEAM SHIP CO. OF N.Z. LIMITED. [171,50,318,120]
obituary-paragraph: A special meeting of members of the Park Bowling Club will be held at the pavilion on Wednesday, September 24, at 8 p.m., at which intending members are invited to be present. Matters of general interest to the club will be discussed. [645,1134,792,1187]
tide-cell: 22 [330,184,337,192]
tide-cell: 28 [330,230,337,238]
lease-description: ACRES, situated at Manaia; 4-roomed house and shed; carrying capacity 40 cows. Rent £3 15s per acre for 5 years; 5/- allowed for manure. [13,336,160,374]
lease-acreage: 86 [21,268,32,281]
taxation-paragraph: Mr. Belcher estimated that with the tyre tax already in force under the Main Highways Act, together with the annual license fees which are provided for in the Motor Vehicles Bill, the residents of Eltham County will be paying about £8000 per annum in taxation to the Government. They had already rated themselves heavily to provide good main roads, and the result of it was that the revenue drawn from them in taxation was being spent in laying down main roads in other counties who had refused to tax themselves, which they had to bear the full cost. Further, said the chairman, the Main Highways Board had only allowed the Eltham County to have seven miles of road in the improvement and maintenance of which they could get as distance from the board. It was true there was a stretch of Eltham Road which could be brought in when the Eltham County had finished it, but the Highways Board had urged upon their application to have the Rawhitiroa Road declared a main road, while at the same time they had accepted the Stratford-Opunake Road in the Stratford County and the Ahipaipa Road in the Hawera County, both of which roads carried far less traffic than the Rawhitiroa Road. [645,631,792,856]
correspondents-text: J.B.—Results are published in this issue. [337,375,457,385]
tide-row [329,185,476,193]
funeral-text: The funeral of the late George Colston Sage will move from his late residence, Cameron Street, Hawera, for the Hawera Cemetery on Wednesday, the 17th inst., at 10.30 a.m. Friends please accept this intimation. [329,518,476,563]
mens-club-text [803,806,950,904]
council-text [961,62,1109,666]
